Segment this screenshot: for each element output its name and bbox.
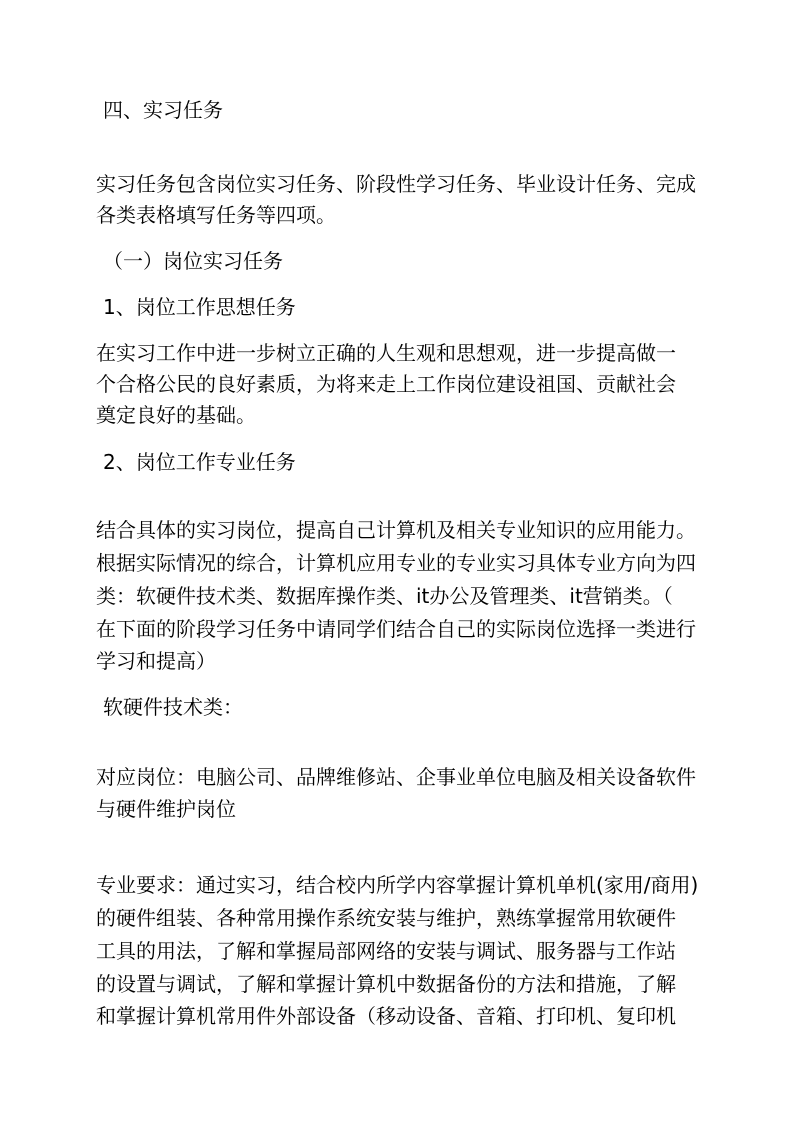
category-heading: 软硬件技术类： bbox=[103, 695, 243, 719]
intro-line-2: 各类表格填写任务等四项。 bbox=[96, 203, 336, 227]
item-2-body-line-3: 类：软硬件技术类、数据库操作类、it办公及管理类、it营销类。（ bbox=[96, 584, 673, 608]
item-2-title: 2、岗位工作专业任务 bbox=[103, 450, 296, 474]
item-2-body-line-4: 在下面的阶段学习任务中请同学们结合自己的实际岗位选择一类进行 bbox=[96, 617, 696, 641]
item-2-body-line-5: 学习和提高） bbox=[96, 649, 216, 673]
item-1-body-line-1: 在实习工作中进一步树立正确的人生观和思想观，进一步提高做一 bbox=[96, 341, 676, 365]
item-1-body-line-3: 奠定良好的基础。 bbox=[96, 403, 256, 427]
item-1-title: 1、岗位工作思想任务 bbox=[103, 295, 296, 319]
subsection-title: （一）岗位实习任务 bbox=[103, 249, 283, 273]
item-1-body-line-2: 个合格公民的良好素质，为将来走上工作岗位建设祖国、贡献社会 bbox=[96, 372, 676, 396]
requirements-line-5: 和掌握计算机常用件外部设备（移动设备、音箱、打印机、复印机 bbox=[96, 1004, 676, 1028]
positions-line-2: 与硬件维护岗位 bbox=[96, 797, 236, 821]
positions-line-1: 对应岗位：电脑公司、品牌维修站、企事业单位电脑及相关设备软件 bbox=[96, 765, 696, 789]
item-2-body-line-1: 结合具体的实习岗位，提高自己计算机及相关专业知识的应用能力。 bbox=[96, 518, 696, 542]
intro-line-1: 实习任务包含岗位实习任务、阶段性学习任务、毕业设计任务、完成 bbox=[96, 172, 696, 196]
section-title: 四、实习任务 bbox=[103, 98, 223, 122]
requirements-line-4: 的设置与调试，了解和掌握计算机中数据备份的方法和措施，了解 bbox=[96, 972, 676, 996]
requirements-line-2: 的硬件组装、各种常用操作系统安装与维护，熟练掌握常用软硬件 bbox=[96, 906, 676, 930]
requirements-line-3: 工具的用法，了解和掌握局部网络的安装与调试、服务器与工作站 bbox=[96, 939, 676, 963]
item-2-body-line-2: 根据实际情况的综合，计算机应用专业的专业实习具体专业方向为四 bbox=[96, 551, 696, 575]
requirements-line-1: 专业要求：通过实习，结合校内所学内容掌握计算机单机(家用/商用) bbox=[96, 873, 699, 897]
